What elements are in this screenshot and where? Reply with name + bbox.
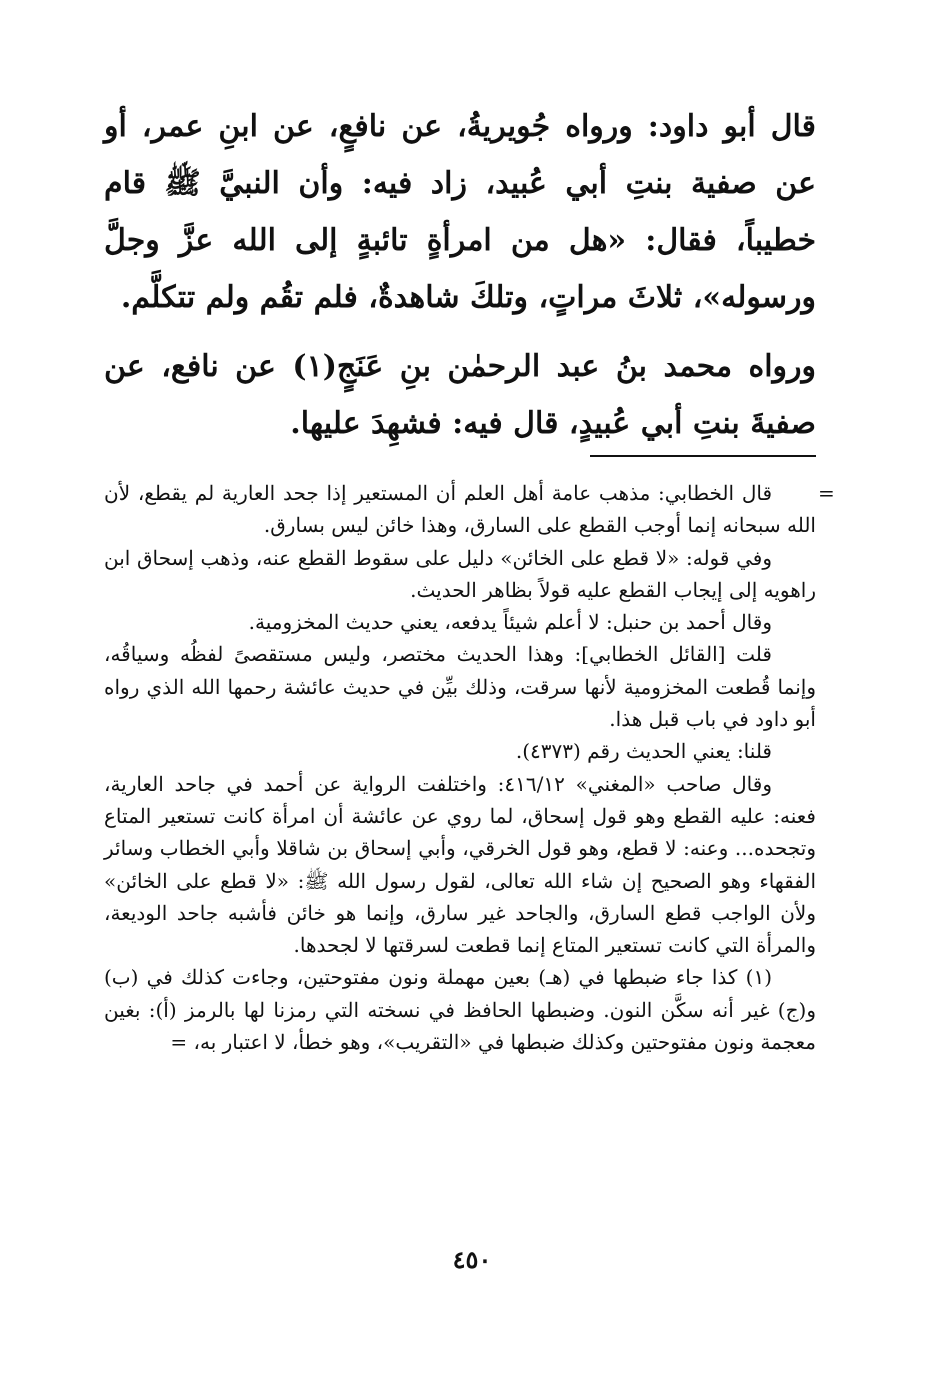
- note-line: قلت [القائل الخطابي]: وهذا الحديث مختصر، وليس مستقصىً لفظُه وسياقُه، وإنما قُطعت المخزومية لأنها سرقت، وذلك بيِّن في حديث عائشة رحمها الله الذي رواه أبو داود في باب قبل هذا.: [104, 642, 816, 732]
- note-line: قلنا: يعني الحديث رقم (٤٣٧٣).: [515, 739, 772, 764]
- note-line: قال الخطابي: مذهب عامة أهل العلم أن المستعير إذا جحد العارية لم يقطع، لأن الله سبحانه إنما أوجب القطع على السارق، وهذا خائن ليس بسارق.: [104, 481, 816, 538]
- main-paragraph-1: قال أبو داود: ورواه جُويريةُ، عن نافعٍ، عن ابنِ عمر، أو عن صفية بنتِ أبي عُبيد، زاد فيه: وأن النبيَّ ﷺ قام خطيباً، فقال: «هل من امرأةٍ تائبةٍ إلى الله عزَّ وجلَّ ورسوله»، ثلاثَ مراتٍ، وتلكَ شاهدةٌ، فلم تقُم ولم تتكلَّم.: [104, 109, 816, 315]
- footnotes: [104, 477, 816, 1058]
- footnote-1: (١) كذا جاء ضبطها في (هـ) بعين مهملة ونون مفتوحتين، وجاءت كذلك في (ب) و(ج) غير أنه سكَّن النون. وضبطها الحافظ في نسخته التي رمزنا لها بالرمز (أ): بغين معجمة ونون مفتوحتين وكذلك ضبطها في «التقريب»، وهو خطأ، لا اعتبار به، =: [104, 965, 816, 1055]
- note-line: وفي قوله: «لا قطع على الخائن» دليل على سقوط القطع عنه، وذهب إسحاق ابن راهويه إلى إيجاب القطع عليه قولاً بظاهر الحديث.: [104, 545, 816, 602]
- note-continuation-mark: =: [818, 481, 835, 505]
- main-paragraph-2: ورواه محمد بنُ عبد الرحمٰن بنِ عَنَجٍ(١) عن نافع، عن صفيةَ بنتِ أبي عُبيدٍ، قال فيه: فشهِدَ عليها.: [104, 349, 817, 441]
- note-line: وقال صاحب «المغني» ٤١٦/١٢: واختلفت الرواية عن أحمد في جاحد العارية، فعنه: عليه القطع وهو قول إسحاق، لما روي عن عائشة أن امرأة كانت تستعير المتاع وتجحده... وعنه: لا قطع، وهو قول الخرقي، وأبي إسحاق بن شاقلا وأبي الخطاب وسائر الفقهاء وهو الصحيح إن شاء الله تعالى، لقول رسول الله ﷺ: «لا قطع على الخائن» ولأن الواجب قطع السارق، والجاحد غير سارق، وإنما هو خائن فأشبه جاحد الوديعة، والمرأة التي كانت تستعير المتاع إنما قطعت لسرقتها لا لجحدها.: [104, 771, 816, 958]
- footnote-separator: [590, 455, 816, 457]
- note-line: وقال أحمد بن حنبل: لا أعلم شيئاً يدفعه، يعني حديث المخزومية.: [248, 610, 772, 635]
- page-number: ٤٥٠: [452, 1245, 492, 1274]
